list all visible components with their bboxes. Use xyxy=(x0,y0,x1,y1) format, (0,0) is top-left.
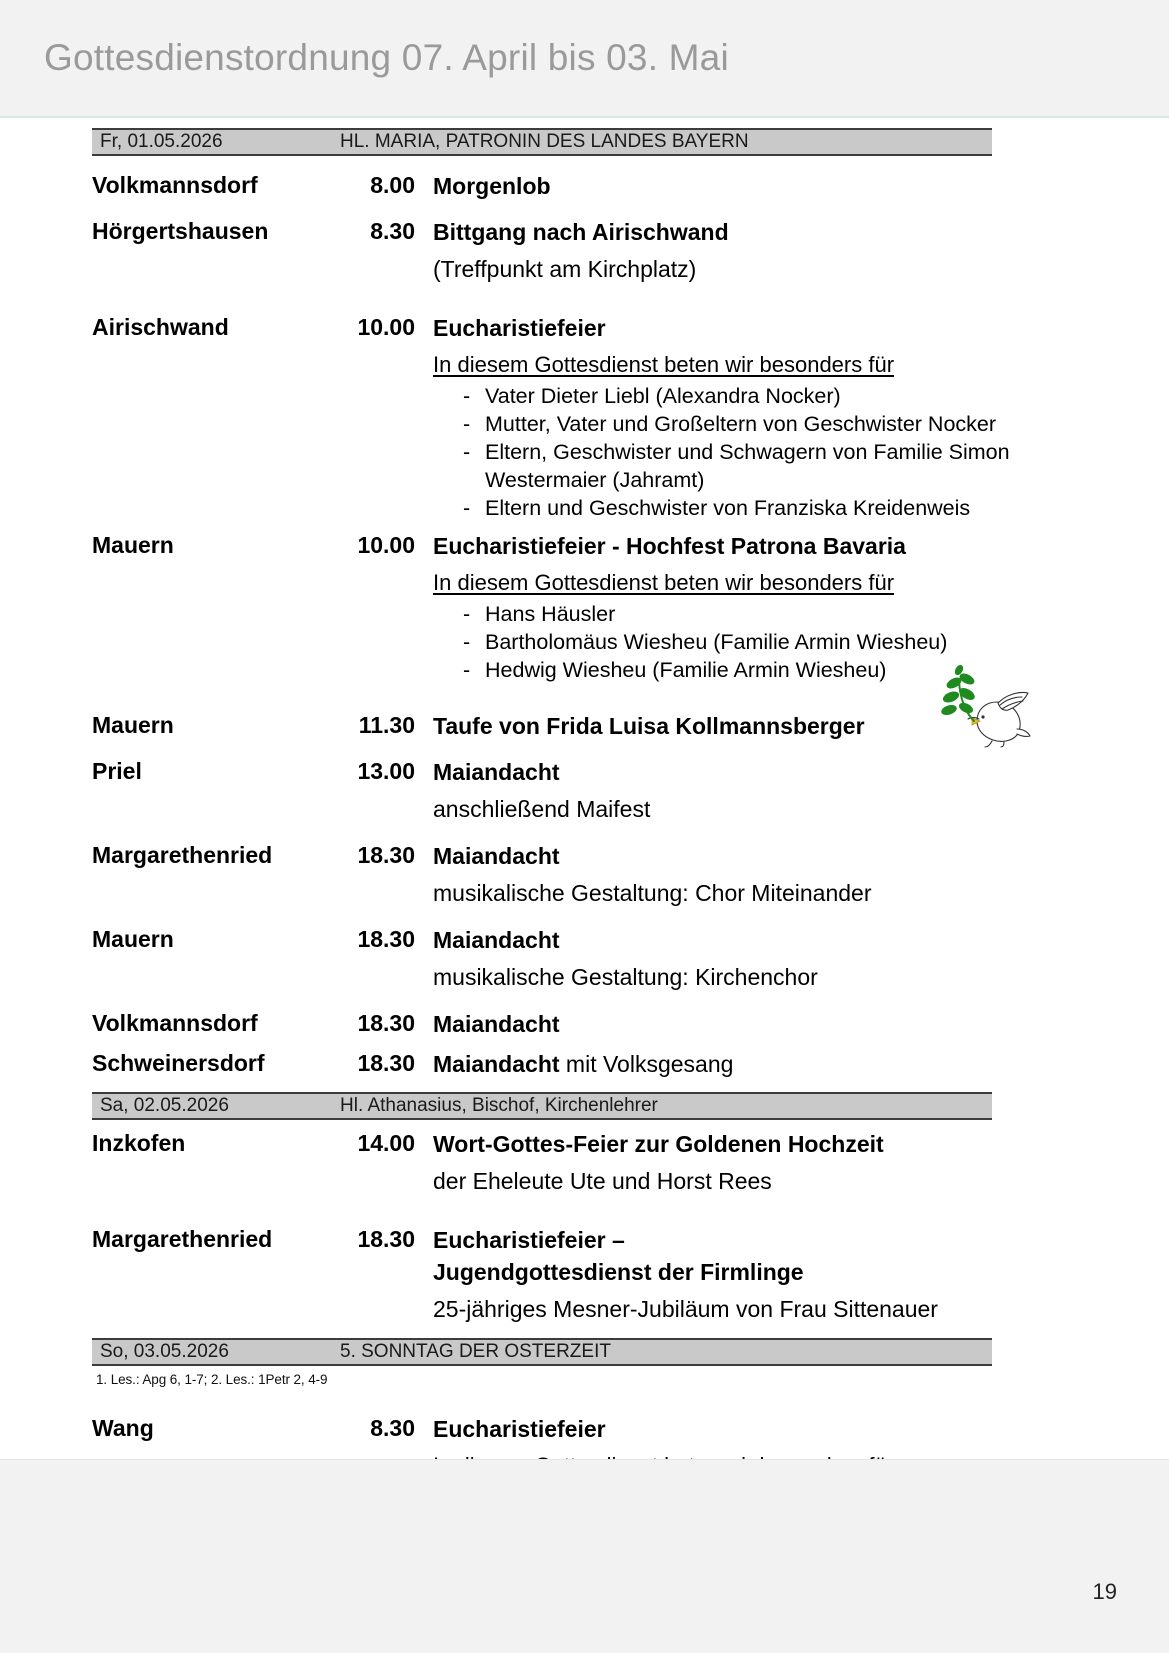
day-header-band xyxy=(92,1092,992,1120)
service-subtitle: anschließend Maifest xyxy=(433,796,651,822)
intention-item: - Vater Dieter Liebl (Alexandra Nocker) xyxy=(459,382,1089,410)
service-subtitle: musikalische Gestaltung: Kirchenchor xyxy=(433,964,818,990)
intention-item: - Eltern, Geschwister und Schwagern von Familie Simon Westermaier (Jahramt) xyxy=(459,438,1089,494)
service-row xyxy=(92,1224,1089,1326)
service-place: Mauern xyxy=(92,926,174,952)
service-description xyxy=(433,924,1089,994)
service-time: 18.30 xyxy=(357,1010,415,1036)
service-time: 8.30 xyxy=(370,1415,415,1441)
schedule-content xyxy=(0,118,1169,1511)
service-title: Bittgang nach Airischwand xyxy=(433,219,729,245)
intention-item: - Hans Häusler xyxy=(459,600,1089,628)
service-row xyxy=(92,1128,1089,1198)
service-time: 8.00 xyxy=(370,172,415,198)
service-title: Eucharistiefeier xyxy=(433,315,606,341)
service-title-line2: Jugendgottesdienst der Firmlinge xyxy=(433,1259,804,1285)
service-description xyxy=(433,530,1089,684)
intention-list xyxy=(433,600,1089,684)
service-description xyxy=(433,756,1089,826)
service-row xyxy=(92,756,1089,826)
service-title: Maiandacht xyxy=(433,1011,560,1037)
service-description xyxy=(433,312,1089,522)
service-title: Wort-Gottes-Feier zur Goldenen Hochzeit xyxy=(433,1131,884,1157)
service-time: 13.00 xyxy=(357,758,415,784)
page-footer xyxy=(0,1459,1169,1653)
service-time: 10.00 xyxy=(357,532,415,558)
service-title: Maiandacht xyxy=(433,1051,560,1077)
service-time: 18.30 xyxy=(357,926,415,952)
service-time: 10.00 xyxy=(357,314,415,340)
intention-item: - Hedwig Wiesheu (Familie Armin Wiesheu) xyxy=(459,656,1089,684)
service-place: Wang xyxy=(92,1415,154,1441)
service-row xyxy=(92,1008,1089,1040)
service-title: Maiandacht xyxy=(433,927,560,953)
service-subtitle: (Treffpunkt am Kirchplatz) xyxy=(433,256,697,282)
service-time: 11.30 xyxy=(358,712,415,738)
service-title: Maiandacht xyxy=(433,759,560,785)
service-place: Hörgertshausen xyxy=(92,218,269,244)
service-time: 14.00 xyxy=(357,1130,415,1156)
service-subtitle: musikalische Gestaltung: Chor Miteinander xyxy=(433,880,872,906)
service-place: Volkmannsdorf xyxy=(92,172,258,198)
day-readings: 1. Les.: Apg 6, 1-7; 2. Les.: 1Petr 2, 4-9 xyxy=(96,1372,328,1387)
day-date: So, 03.05.2026 xyxy=(100,1341,229,1362)
intention-item: - Bartholomäus Wiesheu (Familie Armin Wiesheu) xyxy=(459,628,1089,656)
day-header-band xyxy=(92,128,992,156)
service-title: Maiandacht xyxy=(433,843,560,869)
service-description xyxy=(433,1128,1089,1198)
day-header-band xyxy=(92,1338,992,1366)
service-subtitle: der Eheleute Ute und Horst Rees xyxy=(433,1168,772,1194)
intention-heading: In diesem Gottesdienst beten wir besonders für xyxy=(433,352,895,377)
intention-list xyxy=(433,382,1089,522)
intention-heading: In diesem Gottesdienst beten wir besonders für xyxy=(433,570,895,595)
service-time: 18.30 xyxy=(357,1050,415,1076)
service-title-composite xyxy=(433,1048,1089,1080)
service-place: Margarethenried xyxy=(92,842,273,868)
service-time: 8.30 xyxy=(370,218,415,244)
service-description xyxy=(433,170,1089,202)
service-row xyxy=(92,1048,1089,1080)
intention-item: - Eltern und Geschwister von Franziska Kreidenweis xyxy=(459,494,1089,522)
page-title: Gottesdienstordnung 07. April bis 03. Mai xyxy=(44,37,729,78)
service-place: Mauern xyxy=(92,532,174,558)
service-place: Schweinersdorf xyxy=(92,1050,265,1076)
service-title: Morgenlob xyxy=(433,173,551,199)
service-row xyxy=(92,216,1089,286)
service-row xyxy=(92,530,1089,684)
intention-item: - Mutter, Vater und Großeltern von Geschwister Nocker xyxy=(459,410,1089,438)
service-title: Eucharistiefeier – xyxy=(433,1227,625,1253)
service-place: Mauern xyxy=(92,712,174,738)
service-place: Priel xyxy=(92,758,142,784)
service-time: 18.30 xyxy=(357,842,415,868)
service-description xyxy=(433,1008,1089,1040)
service-row xyxy=(92,840,1089,910)
day-date: Sa, 02.05.2026 xyxy=(100,1095,229,1116)
day-feast: HL. MARIA, PATRONIN DES LANDES BAYERN xyxy=(340,131,749,152)
service-description xyxy=(433,840,1089,910)
service-place: Volkmannsdorf xyxy=(92,1010,258,1036)
page-number: 19 xyxy=(1092,1579,1117,1604)
service-description xyxy=(433,1048,1089,1080)
day-feast: Hl. Athanasius, Bischof, Kirchenlehrer xyxy=(340,1095,658,1116)
service-title: Eucharistiefeier - Hochfest Patrona Bavaria xyxy=(433,533,906,559)
service-time: 18.30 xyxy=(357,1226,415,1252)
service-title-suffix: mit Volksgesang xyxy=(559,1051,734,1077)
service-schedule-sheet xyxy=(0,118,1169,1460)
service-place: Airischwand xyxy=(92,314,229,340)
service-place: Inzkofen xyxy=(92,1130,186,1156)
day-date: Fr, 01.05.2026 xyxy=(100,131,223,152)
page-header xyxy=(0,0,1169,118)
day-feast: 5. SONNTAG DER OSTERZEIT xyxy=(340,1341,611,1362)
service-description xyxy=(433,710,1089,742)
service-title: Taufe von Frida Luisa Kollmannsberger xyxy=(433,713,865,739)
service-row xyxy=(92,170,1089,202)
service-place: Margarethenried xyxy=(92,1226,273,1252)
service-description xyxy=(433,1224,1089,1326)
service-row xyxy=(92,924,1089,994)
service-title: Eucharistiefeier xyxy=(433,1416,606,1442)
service-description xyxy=(433,216,1089,286)
service-row xyxy=(92,312,1089,522)
service-row xyxy=(92,710,1089,742)
service-subtitle: 25-jähriges Mesner-Jubiläum von Frau Sittenauer xyxy=(433,1296,938,1322)
